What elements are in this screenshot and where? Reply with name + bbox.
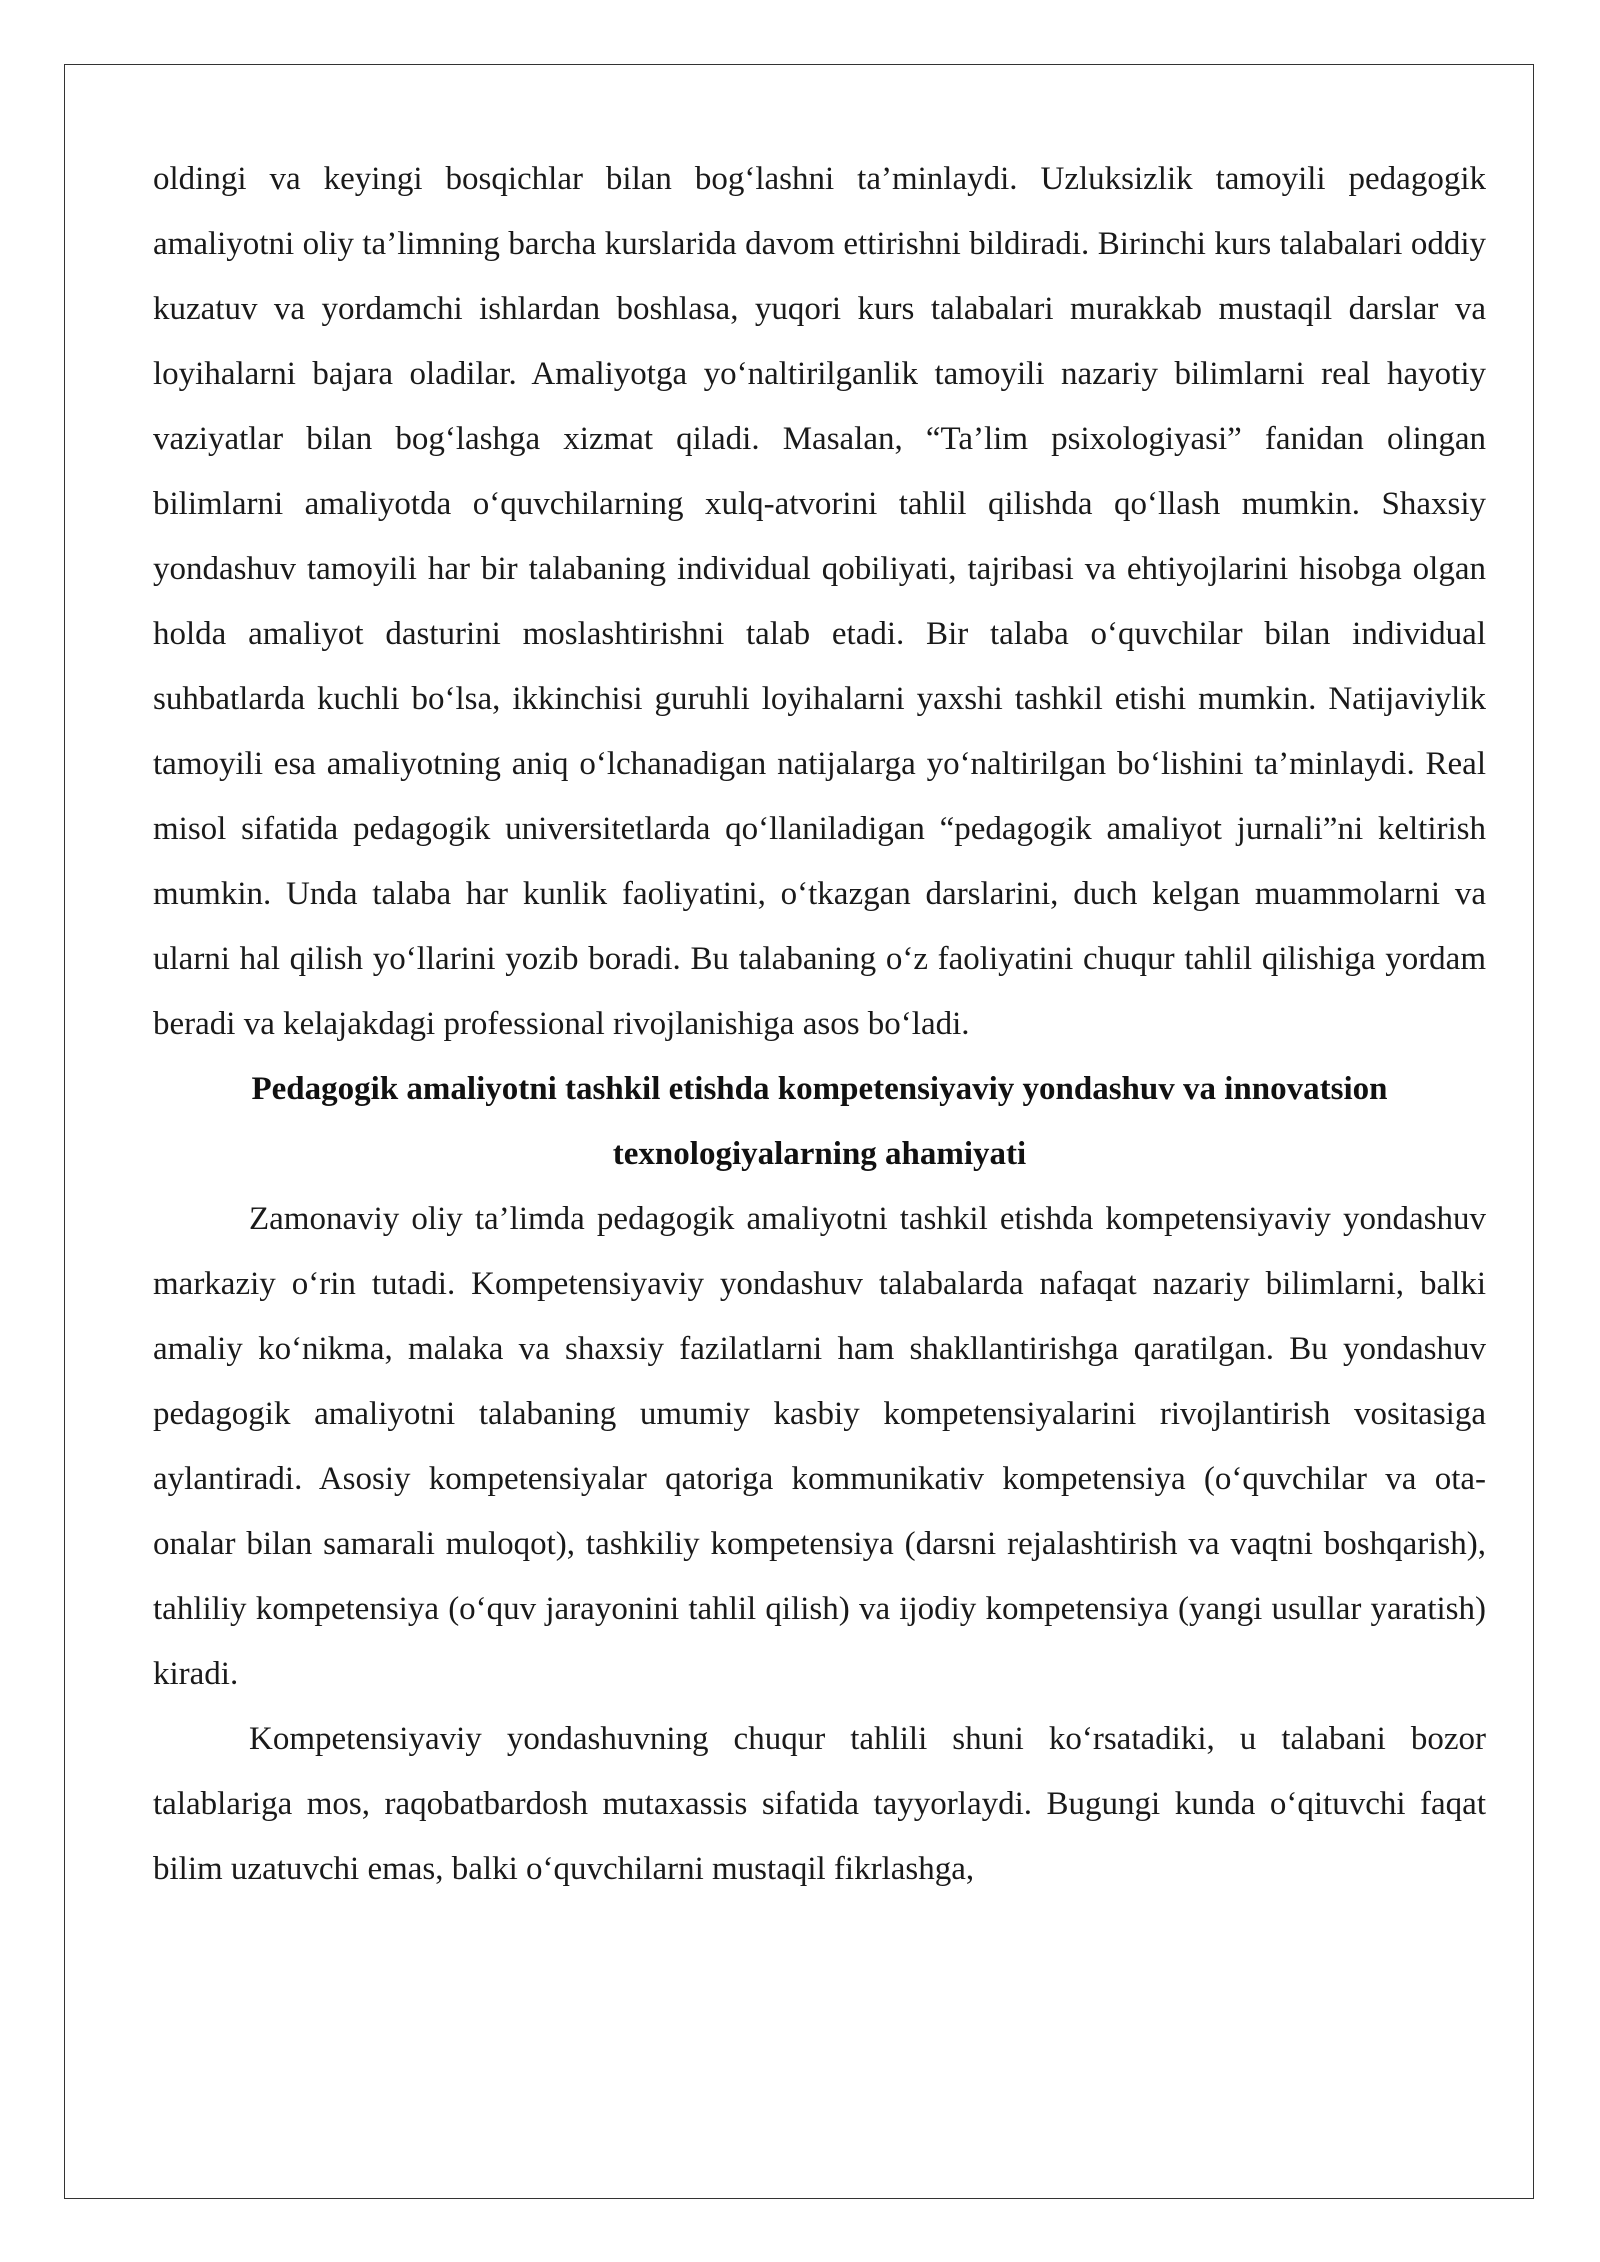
- body-paragraph-1: oldingi va keyingi bosqichlar bilan bog‘lashni ta’minlaydi. Uzluksizlik tamoyili pedagogik amaliyotni oliy ta’limning barcha kurslarida davom ettirishni bildiradi. Birinchi kurs talabalari oddiy kuzatuv va yordamchi ishlardan boshlasa, yuqori kurs talabalari murakkab mustaqil darslar va loyihalarni bajara oladilar. Amaliyotga yo‘naltirilganlik tamoyili nazariy bilimlarni real hayotiy vaziyatlar bilan bog‘lashga xizmat qiladi. Masalan, “Ta’lim psixologiyasi” fanidan olingan bilimlarni amaliyotda o‘quvchilarning xulq-atvorini tahlil qilishda qo‘llash mumkin. Shaxsiy yondashuv tamoyili har bir talabaning individual qobiliyati, tajribasi va ehtiyojlarini hisobga olgan holda amaliyot dasturini moslashtirishni talab etadi. Bir talaba o‘quvchilar bilan individual suhbatlarda kuchli bo‘lsa, ikkinchisi guruhli loyihalarni yaxshi tashkil etishi mumkin. Natijaviylik tamoyili esa amaliyotning aniq o‘lchanadigan natijalarga yo‘naltirilgan bo‘lishini ta’minlaydi. Real misol sifatida pedagogik universitetlarda qo‘llaniladigan “pedagogik amaliyot jurnali”ni keltirish mumkin. Unda talaba har kunlik faoliyatini, o‘tkazgan darslarini, duch kelgan muammolarni va ularni hal qilish yo‘llarini yozib boradi. Bu talabaning o‘z faoliyatini chuqur tahlil qilishiga yordam beradi va kelajakdagi professional rivojlanishiga asos bo‘ladi.: [153, 161, 1486, 1042]
- document-body: [153, 147, 1486, 1902]
- body-paragraph-2: Zamonaviy oliy ta’limda pedagogik amaliyotni tashkil etishda kompetensiyaviy yondashuv markaziy o‘rin tutadi. Kompetensiyaviy yondashuv talabalarda nafaqat nazariy bilimlarni, balki amaliy ko‘nikma, malaka va shaxsiy fazilatlarni ham shakllantirishga qaratilgan. Bu yondashuv pedagogik amaliyotni talabaning umumiy kasbiy kompetensiyalarini rivojlantirish vositasiga aylantiradi. Asosiy kompetensiyalar qatoriga kommunikativ kompetensiya (o‘quvchilar va ota-onalar bilan samarali muloqot), tashkiliy kompetensiya (darsni rejalashtirish va vaqtni boshqarish), tahliliy kompetensiya (o‘quv jarayonini tahlil qilish) va ijodiy kompetensiya (yangi usullar yaratish) kiradi.: [153, 1201, 1486, 1692]
- body-paragraph-3: Kompetensiyaviy yondashuvning chuqur tahlili shuni ko‘rsatadiki, u talabani bozor talablariga mos, raqobatbardosh mutaxassis sifatida tayyorlaydi. Bugungi kunda o‘qituvchi faqat bilim uzatuvchi emas, balki o‘quvchilarni mustaqil fikrlashga,: [153, 1721, 1486, 1887]
- section-heading: Pedagogik amaliyotni tashkil etishda kompetensiyaviy yondashuv va innovatsion texnologiyalarning ahamiyati: [251, 1071, 1388, 1172]
